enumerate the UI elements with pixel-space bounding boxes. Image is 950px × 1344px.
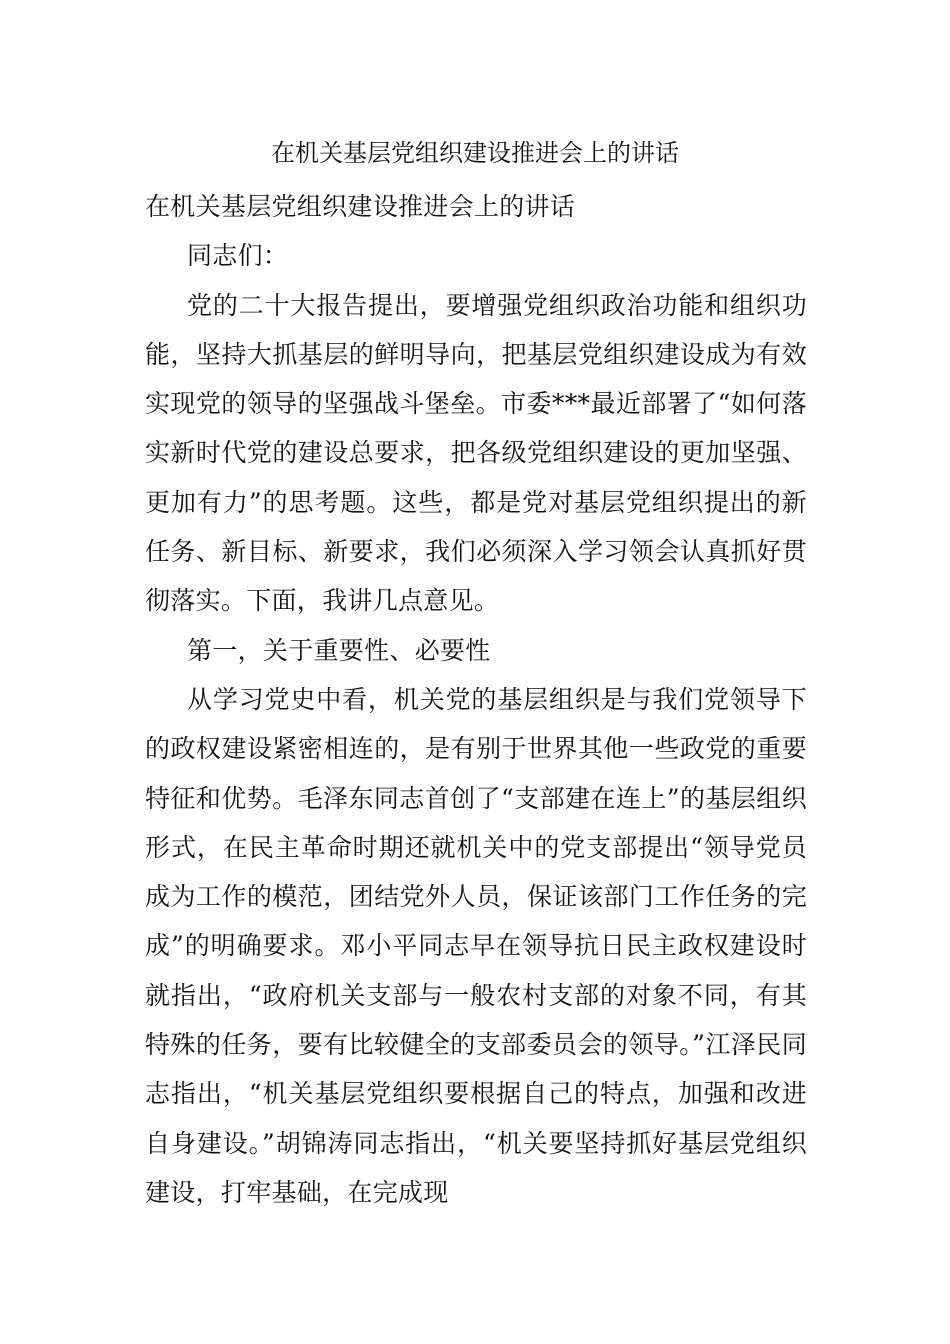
paragraph-history: 从学习党史中看，机关党的基层组织是与我们党领导下的政权建设紧密相连的，是有别于世界其他一些政党的重要特征和优势。毛泽东同志首创了“支部建在连上”的基层组织形式，在民主革命时期还就机关中的党支部提出“领导党员成为工作的模范，团结党外人员，保证该部门工作任务的完成”的明确要求。邓小平同志早在领导抗日民主政权建设时就指出，“政府机关支部与一般农村支部的对象不同，有其特殊的任务，要有比较健全的支部委员会的领导。”江泽民同志指出，“机关基层党组织要根据自己的特点，加强和改进自身建设。”胡锦涛同志指出，“机关要坚持抓好基层党组织建设，打牢基础，在完成现: [145, 684, 807, 1207]
section-heading-first: 第一，关于重要性、必要性: [187, 635, 491, 665]
document-title: 在机关基层党组织建设推进会上的讲话: [271, 139, 679, 167]
salutation: 同志们：: [187, 241, 289, 271]
document-subtitle: 在机关基层党组织建设推进会上的讲话: [145, 192, 576, 221]
document-body: [145, 182, 807, 1217]
paragraph-intro: 党的二十大报告提出，要增强党组织政治功能和组织功能，坚持大抓基层的鲜明导向，把基层党组织建设成为有效实现党的领导的坚强战斗堡垒。市委***最近部署了“如何落实新时代党的建设总要求，把各级党组织建设的更加坚强、更加有力”的思考题。这些，都是党对基层党组织提出的新任务、新目标、新要求，我们必须深入学习领会认真抓好贯彻落实。下面，我讲几点意见。: [145, 290, 807, 616]
